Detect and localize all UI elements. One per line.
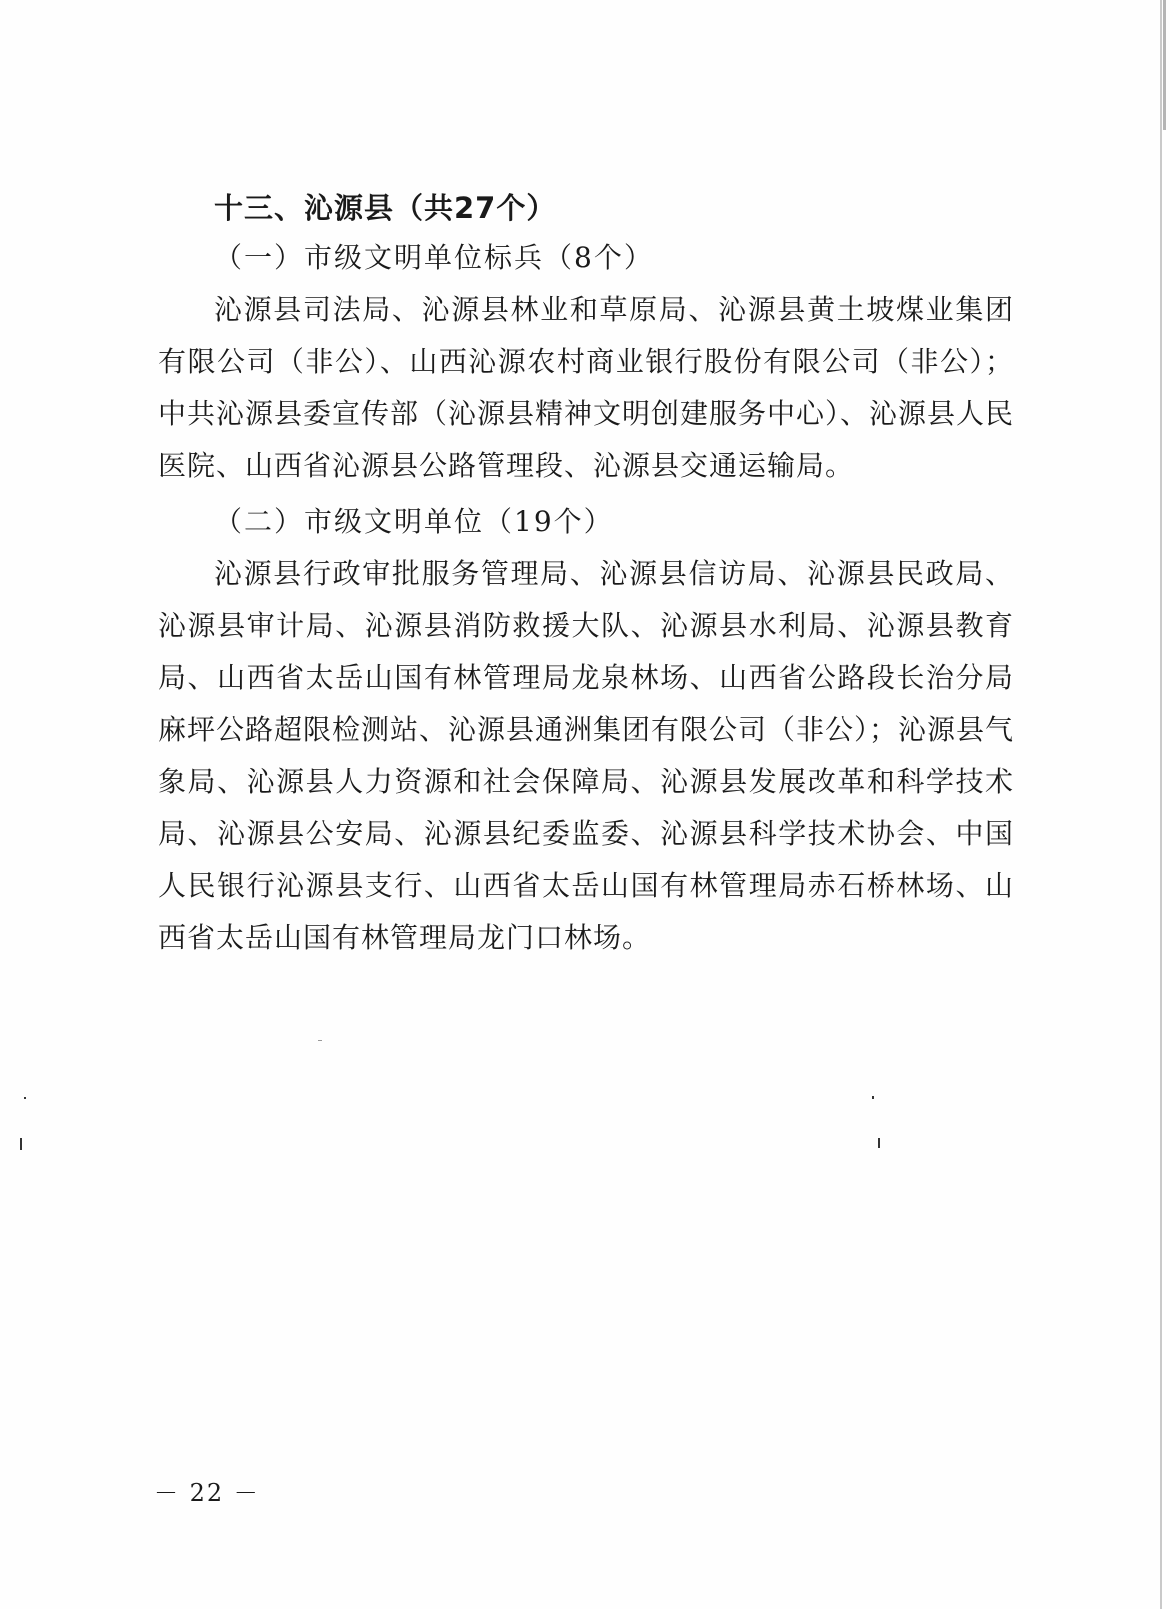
scan-speck xyxy=(878,1138,880,1148)
subsection-body-civilized-units: 沁源县行政审批服务管理局、沁源县信访局、沁源县民政局、沁源县审计局、沁源县消防救援大队、沁源县水利局、沁源县教育局、山西省太岳山国有林管理局龙泉林场、山西省公路段长治分局麻坪公路超限检测站、沁源县通洲集团有限公司（非公）；沁源县气象局、沁源县人力资源和社会保障局、沁源县发展改革和科学技术局、沁源县公安局、沁源县纪委监委、沁源县科学技术协会、中国人民银行沁源县支行、山西省太岳山国有林管理局赤石桥林场、山西省太岳山国有林管理局龙门口林场。 xyxy=(158,557,1015,954)
scan-edge xyxy=(1160,0,1162,1609)
scan-speck xyxy=(24,1097,26,1099)
scan-edge-mark xyxy=(1163,0,1166,130)
scan-speck xyxy=(872,1096,874,1099)
subsection-title-civilized-units: （二）市级文明单位（19个） xyxy=(214,505,614,538)
page-number: － 22 － xyxy=(154,1479,260,1507)
document-body xyxy=(158,188,1014,964)
subsection-title-model-units: （一）市级文明单位标兵（8个） xyxy=(214,241,654,274)
scan-speck xyxy=(318,1040,322,1041)
section-title: 十三、沁源县（共27个） xyxy=(214,191,557,225)
subsection-body-model-units: 沁源县司法局、沁源县林业和草原局、沁源县黄土坡煤业集团有限公司（非公）、山西沁源农村商业银行股份有限公司（非公）；中共沁源县委宣传部（沁源县精神文明创建服务中心）、沁源县人民医院、山西省沁源县公路管理段、沁源县交通运输局。 xyxy=(158,293,1015,482)
scan-speck xyxy=(20,1138,22,1150)
